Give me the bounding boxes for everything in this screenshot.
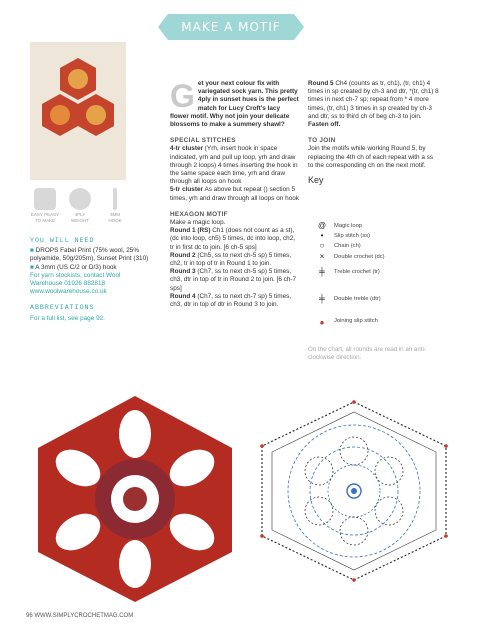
double-crochet-icon: × bbox=[319, 252, 325, 261]
motif-trio-photo bbox=[30, 42, 126, 180]
round-4: Round 4 (Ch7, ss to next ch-7 sp) 5 times, ch3, dtr in top of dtr in Round 3 to join. bbox=[170, 292, 292, 309]
stitch-5tr-cluster: 5-tr cluster As above but repeat () section 5 times, yrh and draw through all loops on hook bbox=[170, 186, 299, 202]
stitch-4tr-cluster: 4-tr cluster (Yrh, insert hook in space indicated, yrh and pull up loop, yrh and draw through 2 loops) 4 times inserting the hook in the same space each time, yrh and draw through all loops on hook bbox=[170, 145, 298, 186]
magic-loop-line: Make a magic loop. bbox=[170, 219, 226, 227]
need-item-yarn: ■ DROPS Fabel Print (75% wool, 25% polyamide, 50g/205m), Sunset Print (310) bbox=[30, 247, 149, 263]
crochet-chart bbox=[252, 396, 456, 586]
middle-column bbox=[170, 80, 300, 309]
hexagon-motif-photo bbox=[30, 392, 240, 606]
treble-crochet-icon: ╪ bbox=[319, 267, 325, 276]
section-banner bbox=[168, 14, 294, 40]
round-2: Round 2 (Ch5, ss to next ch-5 sp) 5 times, ch2, tr in top of tr in Round 1 to join. bbox=[170, 251, 292, 268]
yarn-weight-icon bbox=[69, 188, 91, 210]
special-stitches-heading: SPECIAL STITCHES bbox=[170, 137, 236, 145]
need-item-hook: ■ A 3mm (US C/2 or D/3) hook bbox=[30, 263, 117, 271]
to-join-text: Join the motifs while working Round 5, by replacing the 4th ch of each repeat with a ss to the corresponding ch on the next motif. bbox=[308, 145, 434, 169]
page-footer: 96 WWW.SIMPLYCROCHETMAG.COM bbox=[26, 613, 134, 619]
key-item-joining-slip-stitch: ● Joining slip stitch bbox=[316, 318, 384, 327]
right-column bbox=[308, 80, 440, 184]
round-5: Round 5 Ch4 (counts as tr, ch1), (tr, ch1) 4 times in sp created by ch-3 and dtr, *(tr, ch1) 8 times in next ch-7 sp; repeat from * 4 more times, (tr, ch1) 3 times in sp created by ch-3 and dtr, ss to third ch of beg ch-3 to join. bbox=[308, 80, 439, 120]
hook-icon bbox=[113, 188, 117, 210]
abbreviations-text: For a full list, see page 92. bbox=[30, 314, 105, 322]
round-3: Round 3 (Ch7, ss to next ch-5 sp) 5 times, ch3, dtr in top of tr in Round 2 to join. [6 ch-7 sps] bbox=[170, 268, 297, 292]
round-1: Round 1 (RS) Ch1 (does not count as a st), (dc into loop, ch5) 5 times, dc into loop, ch2, tr in first dc to join. [6 ch-5 sps] bbox=[170, 227, 296, 251]
key-item-magic-loop: @ Magic loop bbox=[317, 221, 363, 230]
key-item-double-crochet: × Double crochet (dc) bbox=[316, 252, 385, 261]
key-item-treble-crochet: ╪ Treble crochet (tr) bbox=[316, 267, 380, 276]
intro-paragraph: Get your next colour fix with variegated sock yarn. This pretty 4ply in sunset hues is the perfect match for Lucy Croft's lacy flower motif. Why not join your delicate blossoms to make a summery shawl? bbox=[170, 78, 299, 129]
hexagon-motif-heading: HEXAGON MOTIF bbox=[170, 210, 228, 218]
abbreviations-heading: ABBREVIATIONS bbox=[30, 304, 95, 312]
joining-slip-stitch-icon: ● bbox=[319, 318, 325, 327]
easy-peasy-icon bbox=[34, 188, 56, 210]
you-will-need-heading: YOU WILL NEED bbox=[30, 237, 95, 244]
stats-row bbox=[30, 188, 130, 224]
slip-stitch-icon: • bbox=[320, 231, 324, 240]
key-item-chain: ○ Chain (ch) bbox=[316, 241, 361, 250]
fasten-off: Fasten off. bbox=[308, 121, 341, 129]
stat-difficulty: EASY PEASY TO MAKE bbox=[30, 188, 60, 224]
stat-weight: 4PLY WEIGHT bbox=[65, 188, 95, 224]
chain-icon: ○ bbox=[319, 241, 325, 250]
stat-hook: 3MM HOOK bbox=[100, 188, 130, 224]
to-join-heading: TO JOIN bbox=[308, 137, 336, 145]
magic-loop-icon: @ bbox=[317, 221, 327, 230]
key-item-double-treble: ╪ Double treble (dtr) bbox=[316, 294, 381, 303]
banner-title: MAKE A MOTIF bbox=[181, 20, 281, 34]
double-treble-icon: ╪ bbox=[319, 294, 325, 303]
you-will-need bbox=[30, 237, 154, 323]
key-item-slip-stitch: • Slip stitch (ss) bbox=[316, 231, 370, 240]
chart-note: On the chart, all rounds are read in an anti-clockwise direction. bbox=[308, 346, 426, 361]
key-heading: Key bbox=[308, 175, 324, 186]
stockists: For yarn stockists, contact Wool Warehouse 01926 882818 www.woolwarehouse.co.uk bbox=[30, 271, 121, 296]
